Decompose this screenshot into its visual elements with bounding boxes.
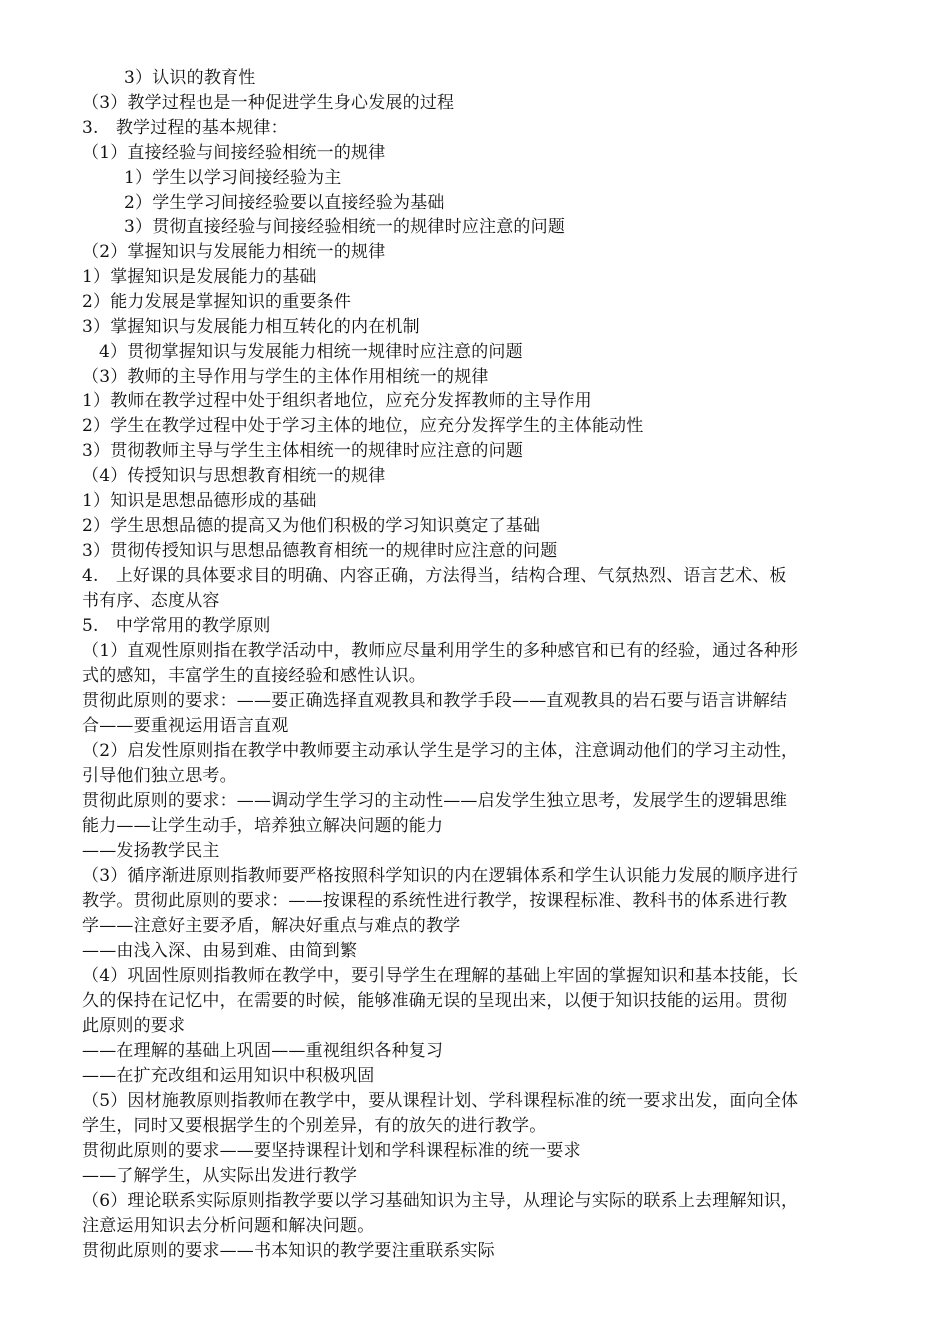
text-line: （3）循序渐进原则指教师要严格按照科学知识的内在逻辑体系和学生认识能力发展的顺序进行 xyxy=(82,866,799,886)
text-line: 教学。贯彻此原则的要求：——按课程的系统性进行教学，按课程标准、教科书的体系进行教 xyxy=(82,891,788,911)
text-line: （1）直观性原则指在教学活动中，教师应尽量利用学生的多种感官和已有的经验，通过各种形 xyxy=(82,641,799,661)
text-line: 2）学生思想品德的提高又为他们积极的学习知识奠定了基础 xyxy=(82,516,541,536)
text-line: 注意运用知识去分析问题和解决问题。 xyxy=(82,1216,375,1236)
text-line: （3）教师的主导作用与学生的主体作用相统一的规律 xyxy=(82,367,489,387)
text-line: ——了解学生，从实际出发进行教学 xyxy=(82,1166,358,1186)
text-line: 贯彻此原则的要求——要坚持课程计划和学科课程标准的统一要求 xyxy=(82,1141,581,1161)
text-line: 贯彻此原则的要求：——要正确选择直观教具和教学手段——直观教具的岩石要与语言讲解结 xyxy=(82,691,788,711)
text-line: （2）掌握知识与发展能力相统一的规律 xyxy=(82,242,386,262)
text-line: （2）启发性原则指在教学中教师要主动承认学生是学习的主体，注意调动他们的学习主动性， xyxy=(82,741,799,761)
text-line: ——由浅入深、由易到难、由简到繁 xyxy=(82,941,358,961)
text-line: 1）教师在教学过程中处于组织者地位，应充分发挥教师的主导作用 xyxy=(82,391,592,411)
text-line: 1）学生以学习间接经验为主 xyxy=(124,168,342,188)
text-line: 3）贯彻教师主导与学生主体相统一的规律时应注意的问题 xyxy=(82,441,524,461)
text-line: 式的感知，丰富学生的直接经验和感性认识。 xyxy=(82,666,426,686)
text-line: 贯彻此原则的要求：——调动学生学习的主动性——启发学生独立思考，发展学生的逻辑思维 xyxy=(82,791,788,811)
text-line: ——在扩充改组和运用知识中积极巩固 xyxy=(82,1066,375,1086)
text-line: ——在理解的基础上巩固——重视组织各种复习 xyxy=(82,1041,444,1061)
text-line: 3）掌握知识与发展能力相互转化的内在机制 xyxy=(82,317,420,337)
text-line: （4）传授知识与思想教育相统一的规律 xyxy=(82,466,386,486)
text-line: 3. 教学过程的基本规律： xyxy=(82,118,288,138)
text-line: 合——要重视运用语言直观 xyxy=(82,716,289,736)
text-line: 2）学生学习间接经验要以直接经验为基础 xyxy=(124,193,445,213)
text-line: 学——注意好主要矛盾，解决好重点与难点的教学 xyxy=(82,916,461,936)
text-line: 2）学生在教学过程中处于学习主体的地位，应充分发挥学生的主体能动性 xyxy=(82,416,644,436)
text-line: 久的保持在记忆中，在需要的时候，能够准确无误的呈现出来，以便于知识技能的运用。贯彻 xyxy=(82,991,788,1011)
text-line: 书有序、态度从容 xyxy=(82,591,220,611)
text-line: 此原则的要求 xyxy=(82,1016,186,1036)
text-line: （4）巩固性原则指教师在教学中，要引导学生在理解的基础上牢固的掌握知识和基本技能，长 xyxy=(82,966,799,986)
text-line: 贯彻此原则的要求——书本知识的教学要注重联系实际 xyxy=(82,1241,495,1261)
text-line: 引导他们独立思考。 xyxy=(82,766,237,786)
text-line: 学生，同时又要根据学生的个别差异，有的放矢的进行教学。 xyxy=(82,1116,547,1136)
text-line: （3）教学过程也是一种促进学生身心发展的过程 xyxy=(82,93,455,113)
text-line: （5）因材施教原则指教师在教学中，要从课程计划、学科课程标准的统一要求出发，面向全体 xyxy=(82,1091,799,1111)
text-line: 4）贯彻掌握知识与发展能力相统一规律时应注意的问题 xyxy=(99,342,523,362)
text-line: 2）能力发展是掌握知识的重要条件 xyxy=(82,292,352,312)
text-line: 能力——让学生动手，培养独立解决问题的能力 xyxy=(82,816,444,836)
text-line: （1）直接经验与间接经验相统一的规律 xyxy=(82,143,386,163)
text-line: 3）贯彻直接经验与间接经验相统一的规律时应注意的问题 xyxy=(124,217,566,237)
text-line: 5. 中学常用的教学原则 xyxy=(82,616,271,636)
text-line: 3）贯彻传授知识与思想品德教育相统一的规律时应注意的问题 xyxy=(82,541,558,561)
text-line: （6）理论联系实际原则指教学要以学习基础知识为主导，从理论与实际的联系上去理解知识， xyxy=(82,1191,799,1211)
text-line: 3）认识的教育性 xyxy=(124,68,256,88)
text-line: ——发扬教学民主 xyxy=(82,841,220,861)
text-line: 4. 上好课的具体要求目的明确、内容正确，方法得当，结构合理、气氛热烈、语言艺术、板 xyxy=(82,566,787,586)
text-line: 1）掌握知识是发展能力的基础 xyxy=(82,267,317,287)
text-line: 1）知识是思想品德形成的基础 xyxy=(82,491,317,511)
